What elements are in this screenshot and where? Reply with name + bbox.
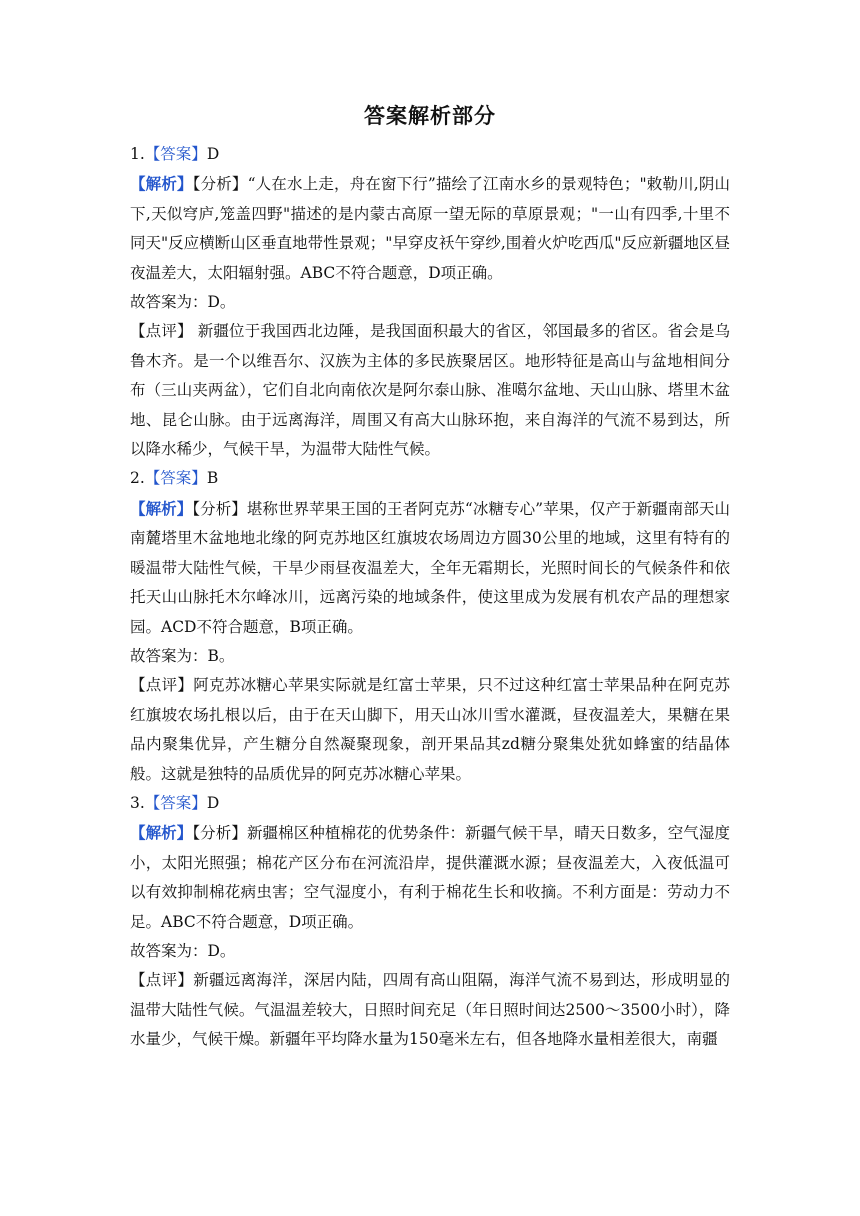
analysis-paragraph-3 [130, 818, 730, 937]
jiexi-tag: 【解析】 [130, 174, 193, 194]
question-number: 2. [130, 469, 145, 488]
answer-tag: 【答案】 [144, 145, 207, 163]
comment-text: 阿克苏冰糖心苹果实际就是红富士苹果，只不过这种红富士苹果品种在阿克苏红旗坡农场扎根以后，由于在天山脚下，用天山冰川雪水灌溉，昼夜温差大，果糖在果品内聚集优异，产生糖分自然凝聚现象，剖开果品其zd糖分聚集处犹如蜂蜜的结晶体般。这就是独特的品质优异的阿克苏冰糖心苹果。 [130, 676, 730, 783]
fenxi-tag: 【分析】 [192, 499, 247, 518]
jiexi-tag: 【解析】 [130, 498, 193, 518]
answer-line-2 [130, 464, 730, 493]
answer-line-3 [130, 789, 730, 818]
comment-paragraph-3 [130, 966, 730, 1054]
analysis-text: 堪称世界苹果王国的王者阿克苏“冰糖专心”苹果，仅产于新疆南部天山南麓塔里木盆地地北缘的阿克苏地区红旗坡农场周边方圆30公里的地域，这里有特有的暖温带大陆性气候，干旱少雨昼夜温差大，全年无霜期长，光照时间长的气候条件和依托天山山脉托木尔峰冰川，远离污染的地域条件，使这里成为发展有机农产品的理想家园。ACD不符合题意，B项正确。 [130, 499, 730, 636]
analysis-text: “人在水上走，舟在窗下行”描绘了江南水乡的景观特色；"敕勒川,阴山下,天似穹庐,笼盖四野"描述的是内蒙古高原一望无际的草原景观；"一山有四季,十里不同天"反应横断山区垂直地带性景观；"早穿皮袄午穿纱,围着火炉吃西瓜"反应新疆地区昼夜温差大，太阳辐射强。ABC不符合题意，D项正确。 [130, 175, 730, 282]
fenxi-tag: 【分析】 [192, 175, 248, 194]
question-number: 1. [130, 145, 145, 163]
answer-content [130, 140, 730, 1055]
page-title: 答案解析部分 [364, 104, 496, 128]
comment-paragraph-2 [130, 671, 730, 789]
analysis-paragraph-2 [130, 494, 730, 642]
comment-tag: 【点评】 [130, 971, 194, 990]
analysis-paragraph-1 [130, 169, 730, 288]
analysis-text: 新疆棉区种植棉花的优势条件：新疆气候干旱，晴天日数多，空气湿度小，太阳光照强；棉花产区分布在河流沿岸，提供灌溉水源；昼夜温差大，入夜低温可以有效抑制棉花病虫害；空气湿度小，有利于棉花生长和收摘。不利方面是：劳动力不足。ABC不符合题意，D项正确。 [130, 824, 730, 931]
comment-text: 新疆远离海洋，深居内陆，四周有高山阻隔，海洋气流不易到达，形成明显的温带大陆性气候。气温温差较大，日照时间充足（年日照时间达2500～3500小时），降水量少，气候干燥。新疆年平均降水量为150毫米左右，但各地降水量相差很大，南疆 [130, 971, 730, 1049]
answer-value: D [206, 145, 220, 163]
conclusion-3: 故答案为：D。 [130, 941, 236, 960]
comment-tag: 【点评】 [130, 676, 194, 695]
answer-tag: 【答案】 [144, 793, 207, 812]
comment-paragraph-1 [130, 317, 730, 464]
conclusion-2: 故答案为：B。 [130, 646, 235, 665]
conclusion-1: 故答案为：D。 [130, 293, 236, 312]
comment-text: 新疆位于我国西北边陲，是我国面积最大的省区，邻国最多的省区。省会是乌鲁木齐。是一个以维吾尔、汉族为主体的多民族聚居区。地形特征是高山与盆地相间分布（三山夹两盆），它们自北向南依次是阿尔泰山脉、准噶尔盆地、天山山脉、塔里木盆地、昆仑山脉。由于远离海洋，周围又有高大山脉环抱，来自海洋的气流不易到达，所以降水稀少，气候干旱，为温带大陆性气候。 [130, 322, 730, 459]
answer-value: B [206, 469, 219, 488]
jiexi-tag: 【解析】 [130, 823, 193, 843]
answer-tag: 【答案】 [144, 469, 207, 488]
fenxi-tag: 【分析】 [192, 824, 247, 843]
question-number: 3. [130, 793, 145, 812]
answer-line-1 [130, 140, 730, 169]
answer-value: D [206, 793, 220, 812]
comment-tag: 【点评】 [130, 322, 193, 341]
